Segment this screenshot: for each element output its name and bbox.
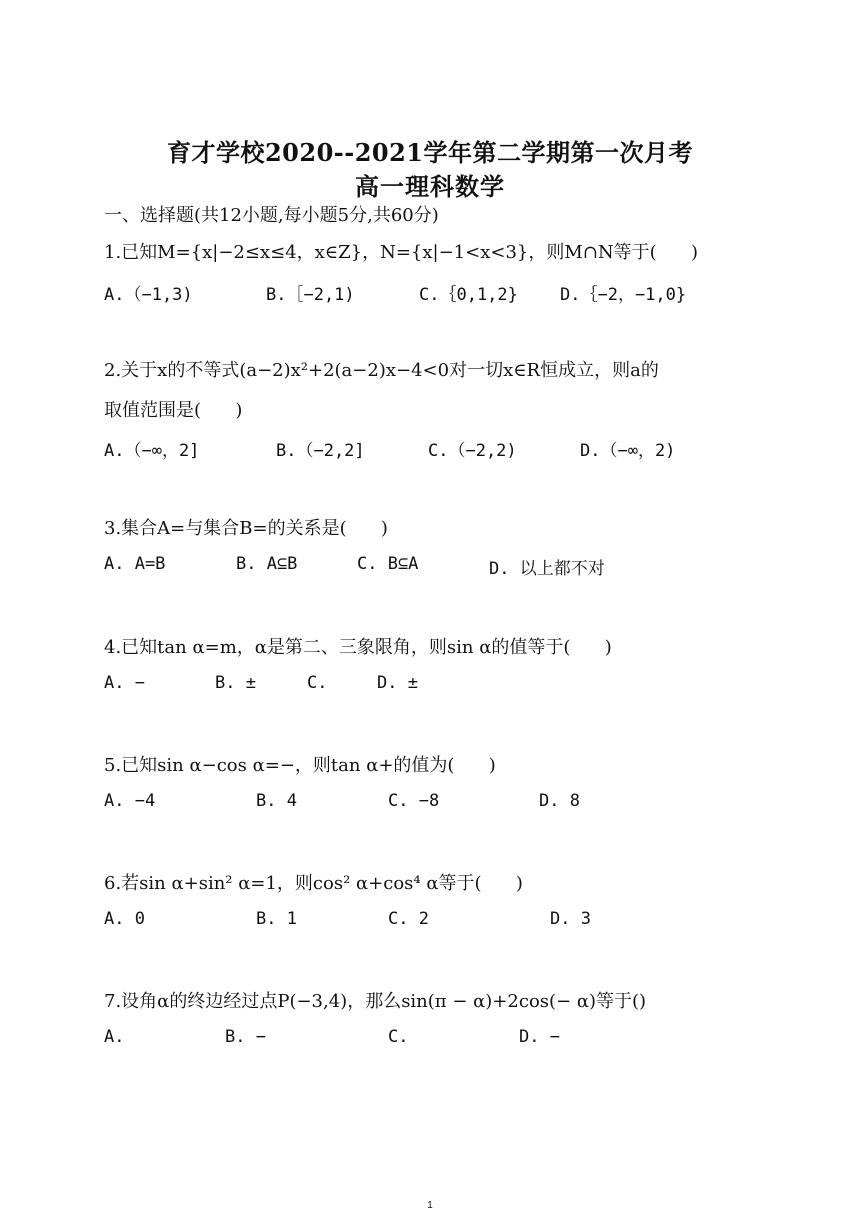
- exam-title: 育才学校2020--2021学年第二学期第一次月考: [166, 138, 693, 167]
- option-d: D.｛−2，−1,0}: [560, 285, 687, 305]
- question-2-stem: 2.关于x的不等式(a−2)x²+2(a−2)x−4<0对一切x∈R恒成立，则a的: [104, 360, 659, 381]
- option-c: C.（−2,2): [428, 441, 517, 461]
- question-4-stem: 4.已知tan α=m，α是第二、三象限角，则sin α的值等于( ): [104, 637, 612, 658]
- option-a: A.（−∞，2]: [104, 441, 200, 461]
- option-c: C.: [307, 673, 328, 693]
- option-c: C. −8: [388, 791, 440, 811]
- question-1-stem: 1.已知M={x|−2≤x≤4，x∈Z}，N={x|−1<x<3}，则M∩N等于( ): [104, 242, 698, 263]
- option-d: D. 以上都不对: [489, 559, 605, 579]
- question-7-options: [104, 1027, 764, 1055]
- question-3-stem: 3.集合A=与集合B=的关系是( ): [104, 518, 388, 539]
- option-b: B. A⊆B: [236, 554, 298, 574]
- question-6-options: [104, 909, 764, 937]
- option-a: A.: [104, 1027, 125, 1047]
- option-b: B.（−2,2]: [276, 441, 365, 461]
- option-d: D. 3: [550, 909, 591, 929]
- option-a: A. 0: [104, 909, 145, 929]
- option-d: D. −: [519, 1027, 560, 1047]
- option-c: C. B⊆A: [357, 554, 419, 574]
- option-d: D. 8: [539, 791, 580, 811]
- option-c: C.｛0,1,2}: [419, 285, 518, 305]
- exam-subtitle: 高一理科数学: [355, 172, 505, 201]
- option-c: C.: [388, 1027, 409, 1047]
- option-d: D.（−∞，2): [580, 441, 676, 461]
- option-b: B. 1: [256, 909, 297, 929]
- question-5-options: [104, 791, 764, 819]
- question-4-options: [104, 673, 764, 701]
- option-a: A. −4: [104, 791, 156, 811]
- page-number: 1: [427, 1200, 433, 1211]
- option-a: A.（−1,3): [104, 285, 193, 305]
- option-a: A. −: [104, 673, 145, 693]
- option-c: C. 2: [388, 909, 429, 929]
- option-b: B. 4: [256, 791, 297, 811]
- question-7-stem: 7.设角α的终边经过点P(−3,4)，那么sin(π − α)+2cos(− α)等于(): [104, 991, 647, 1012]
- question-5-stem: 5.已知sin α−cos α=−，则tan α+的值为( ): [104, 755, 496, 776]
- option-d: D. ±: [377, 673, 418, 693]
- section-heading: 一、选择题(共12小题,每小题5分,共60分): [104, 205, 439, 226]
- question-2-stem-line2: 取值范围是( ): [104, 400, 243, 421]
- option-b: B.［−2,1): [266, 285, 355, 305]
- question-1-options: [104, 280, 764, 308]
- question-2-options: [104, 436, 764, 464]
- question-3-options: [104, 554, 764, 582]
- option-b: B. −: [225, 1027, 266, 1047]
- option-a: A. A=B: [104, 554, 166, 574]
- question-6-stem: 6.若sin α+sin² α=1，则cos² α+cos⁴ α等于( ): [104, 873, 523, 894]
- option-b: B. ±: [215, 673, 256, 693]
